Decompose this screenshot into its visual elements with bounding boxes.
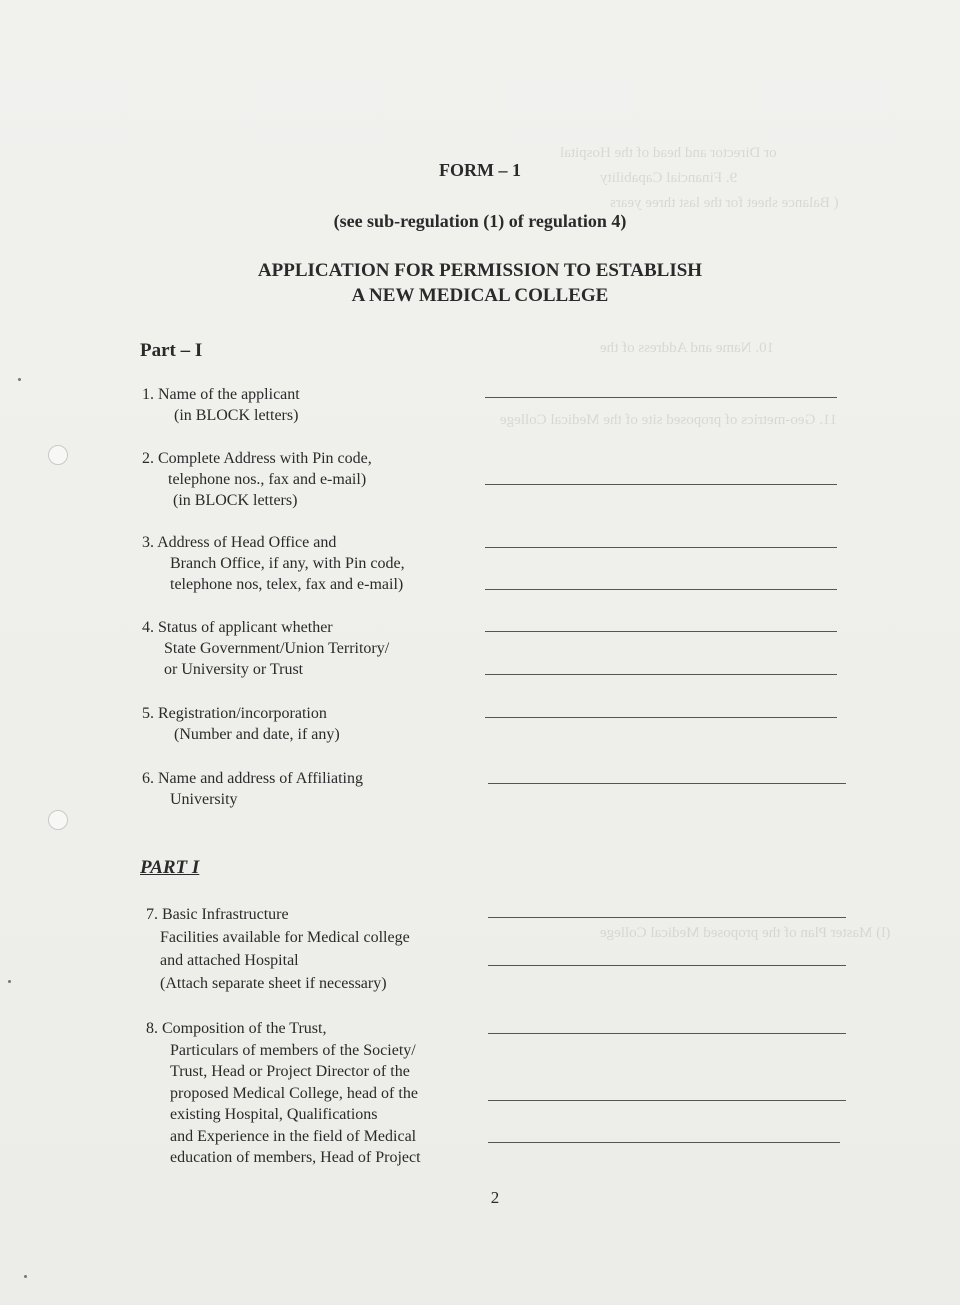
form-heading-line2: A NEW MEDICAL COLLEGE bbox=[351, 285, 609, 306]
form-item-5: 5. Registration/incorporation (Number and date, if any) bbox=[142, 705, 340, 743]
speck-mark bbox=[8, 980, 11, 983]
answer-line[interactable] bbox=[485, 674, 837, 675]
answer-line[interactable] bbox=[485, 589, 837, 590]
punch-hole bbox=[48, 445, 68, 465]
answer-line[interactable] bbox=[485, 631, 837, 632]
form-item-4: 4. Status of applicant whether State Government/Union Territory/ or University or Trust bbox=[142, 619, 390, 678]
bleed-through-text: 9. Financial Capability bbox=[600, 170, 738, 186]
answer-line[interactable] bbox=[488, 1100, 846, 1101]
form-item-6: 6. Name and address of Affiliating University bbox=[142, 770, 363, 808]
answer-line[interactable] bbox=[488, 965, 846, 966]
answer-line[interactable] bbox=[485, 397, 837, 398]
bleed-through-text: ( Balance sheet for the last three years bbox=[610, 195, 839, 211]
form-item-2: 2. Complete Address with Pin code, telephone nos., fax and e-mail) (in BLOCK letters) bbox=[142, 450, 372, 509]
page-number: 2 bbox=[490, 1188, 500, 1207]
answer-line[interactable] bbox=[488, 917, 846, 918]
bleed-through-text: (l) Master Plan of the proposed Medical College bbox=[600, 925, 891, 941]
form-item-1: 1. Name of the applicant (in BLOCK letters) bbox=[142, 386, 300, 424]
speck-mark bbox=[18, 378, 21, 381]
answer-line[interactable] bbox=[488, 1142, 840, 1143]
bleed-through-text: 11. Geo-metrics of proposed site of the Medical College bbox=[500, 412, 838, 428]
answer-line[interactable] bbox=[488, 1033, 846, 1034]
form-item-8: 8. Composition of the Trust, Particulars of members of the Society/ Trust, Head or Project Director of the proposed Medical College, head of the existing Hospital, Qualifications and Experience in the field of Medical education of members, Head of Project bbox=[146, 1020, 421, 1166]
answer-line[interactable] bbox=[488, 783, 846, 784]
form-item-7: 7. Basic Infrastructure Facilities available for Medical college and attached Hospital (Attach separate sheet if necessary) bbox=[146, 906, 410, 992]
part-label: Part – I bbox=[140, 340, 203, 361]
answer-line[interactable] bbox=[485, 547, 837, 548]
form-title: FORM – 1 bbox=[439, 160, 521, 180]
form-subtitle: (see sub-regulation (1) of regulation 4) bbox=[333, 211, 627, 231]
form-item-3: 3. Address of Head Office and Branch Office, if any, with Pin code, telephone nos, telex, fax and e-mail) bbox=[142, 534, 405, 593]
bleed-through-text: 10. Name and Address of the bbox=[600, 340, 775, 356]
form-heading-line1: APPLICATION FOR PERMISSION TO ESTABLISH bbox=[257, 260, 703, 281]
part-label: PART I bbox=[140, 857, 200, 878]
punch-hole bbox=[48, 810, 68, 830]
bleed-through-text: or Director and head of the Hospital bbox=[560, 145, 777, 161]
answer-line[interactable] bbox=[485, 717, 837, 718]
speck-mark bbox=[24, 1275, 27, 1278]
answer-line[interactable] bbox=[485, 484, 837, 485]
